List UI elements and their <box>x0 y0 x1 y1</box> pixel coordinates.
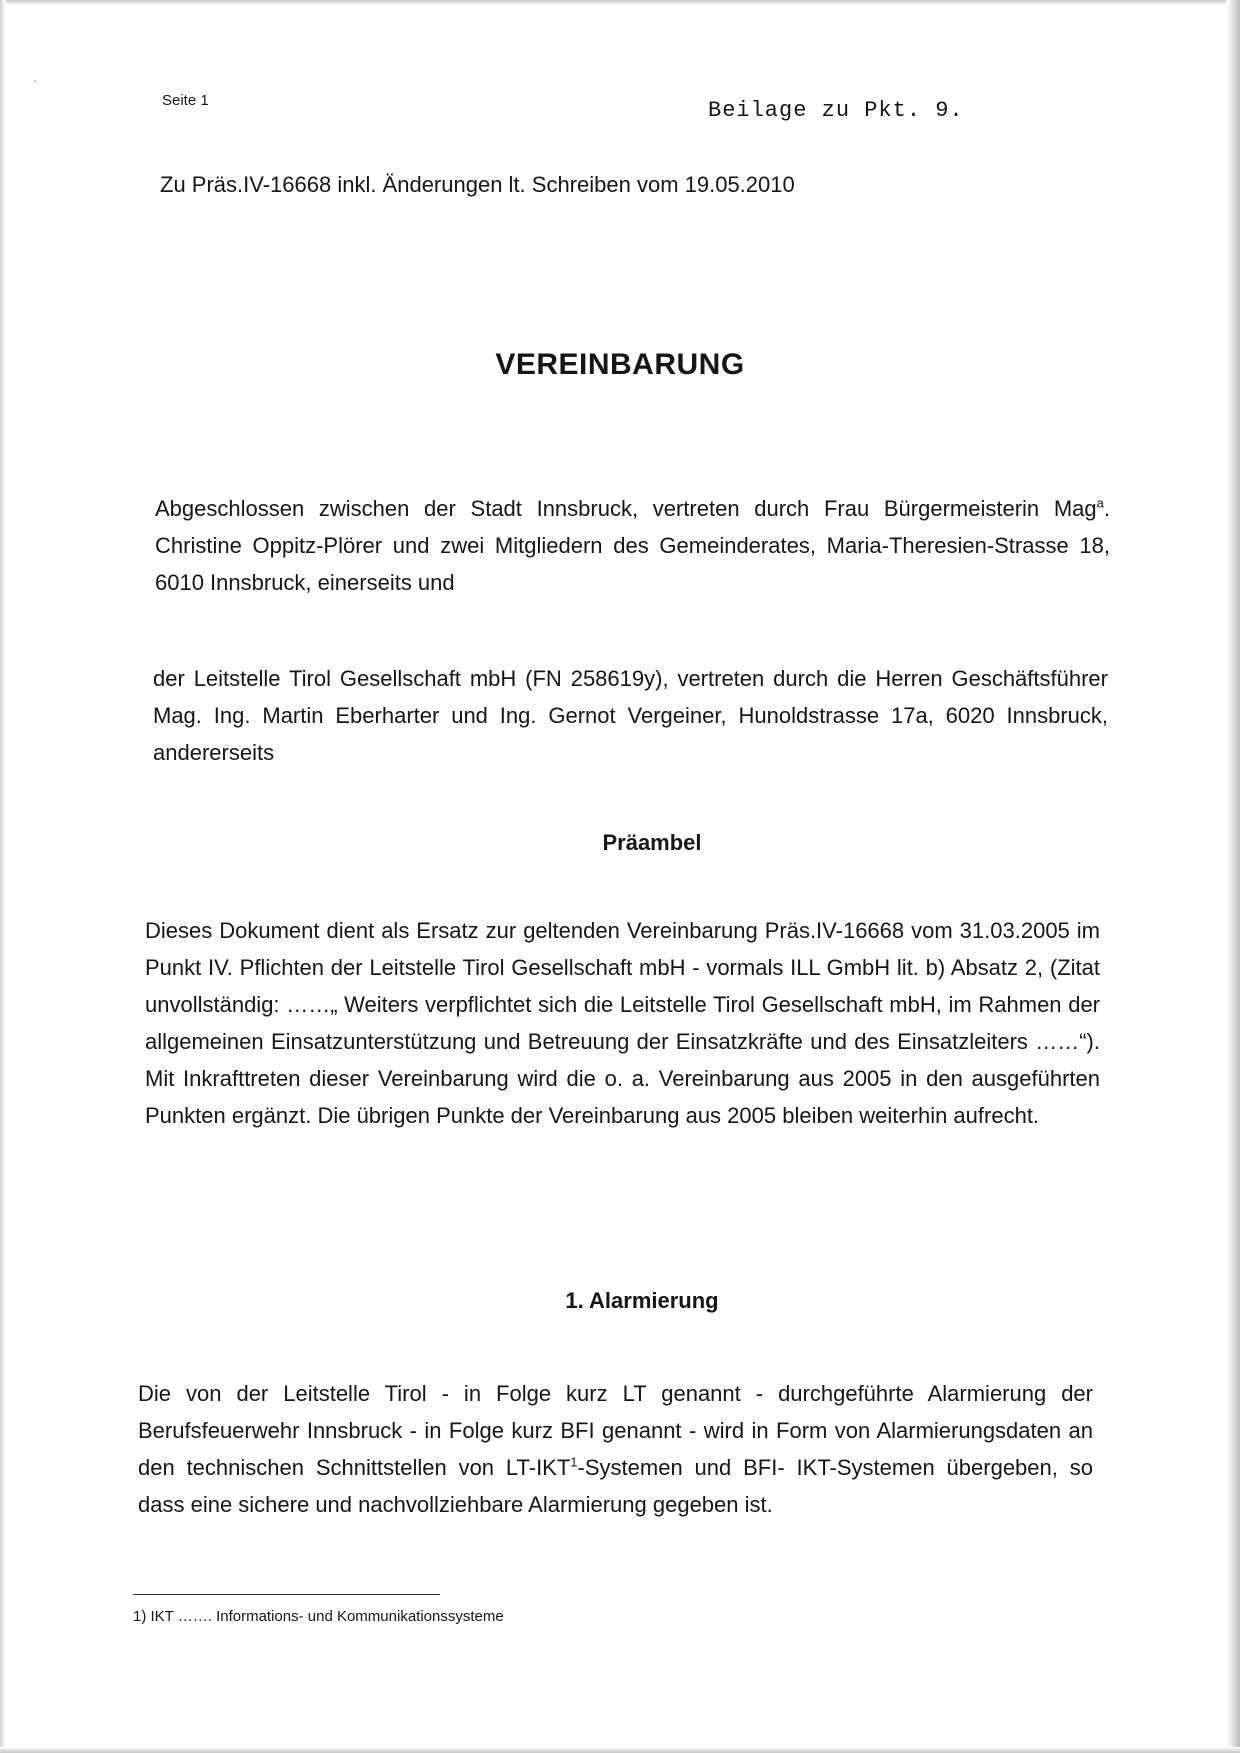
preamble-paragraph: Dieses Dokument dient als Ersatz zur geltenden Vereinbarung Präs.IV-16668 vom 31.03.2005 im Punkt IV. Pflichten der Leitstelle Tirol Gesellschaft mbH - vormals ILL GmbH lit. b) Absatz 2, (Zitat unvollständig: ……„ Weiters verpflichtet sich die Leitstelle Tirol Gesellschaft mbH, im Rahmen der allgemeinen Einsatzunterstützung und Betreuung der Einsatzkräfte und des Einsatzleiters ……“). Mit Inkrafttreten dieser Vereinbarung wird die o. a. Vereinbarung aus 2005 in den ausgeführten Punkten ergänzt. Die übrigen Punkte der Vereinbarung aus 2005 bleiben weiterhin aufrecht. <box>145 918 1100 1128</box>
party-leitstelle-paragraph: der Leitstelle Tirol Gesellschaft mbH (FN 258619y), vertreten durch die Herren Geschäftsführer Mag. Ing. Martin Eberharter und Ing. Gernot Vergeiner, Hunoldstrasse 17a, 6020 Innsbruck, andererseits <box>153 666 1108 765</box>
footnote-reference: 1 <box>570 1454 578 1470</box>
scan-edge-right <box>1226 0 1240 1753</box>
scan-speck <box>34 80 36 82</box>
party-city-text-a: Abgeschlossen zwischen der Stadt Innsbruck, vertreten durch Frau Bürgermeisterin Mag <box>155 496 1097 521</box>
section-alarmierung-heading: 1. Alarmierung <box>565 1288 719 1313</box>
annex-stamp: Beilage zu Pkt. 9. <box>708 98 964 123</box>
page-label: Seite 1 <box>162 92 209 109</box>
party-city-paragraph <box>155 490 1110 601</box>
footnote-text: 1) IKT ……. Informations- und Kommunikationssysteme <box>133 1608 504 1625</box>
section-alarmierung-paragraph <box>138 1375 1093 1523</box>
scan-edge-left <box>0 0 6 1753</box>
party-city-superscript: a <box>1096 495 1104 511</box>
scan-edge-top <box>0 0 1240 5</box>
footnote-separator <box>133 1594 440 1595</box>
alarmierung-text-b: -Systemen und BFI- IKT-Systemen übergeben, so dass eine sichere und nachvollziehbare Alarmierung gegeben ist. <box>138 1455 1093 1517</box>
scan-edge-bottom <box>0 1747 1240 1753</box>
alarmierung-text-a: Die von der Leitstelle Tirol - in Folge kurz LT genannt - durchgeführte Alarmierung der Berufsfeuerwehr Innsbruck - in Folge kurz BFI genannt - wird in Form von Alarmierungsdaten an den technischen Schnittstellen von LT-IKT <box>138 1381 1093 1480</box>
document-title: VEREINBARUNG <box>495 348 745 381</box>
party-city-text-b: . Christine Oppitz-Plörer und zwei Mitgliedern des Gemeinderates, Maria-Theresien-Strasse 18, 6010 Innsbruck, einerseits und <box>155 496 1110 595</box>
preamble-heading: Präambel <box>602 830 702 855</box>
document-reference: Zu Präs.IV-16668 inkl. Änderungen lt. Schreiben vom 19.05.2010 <box>160 172 795 197</box>
